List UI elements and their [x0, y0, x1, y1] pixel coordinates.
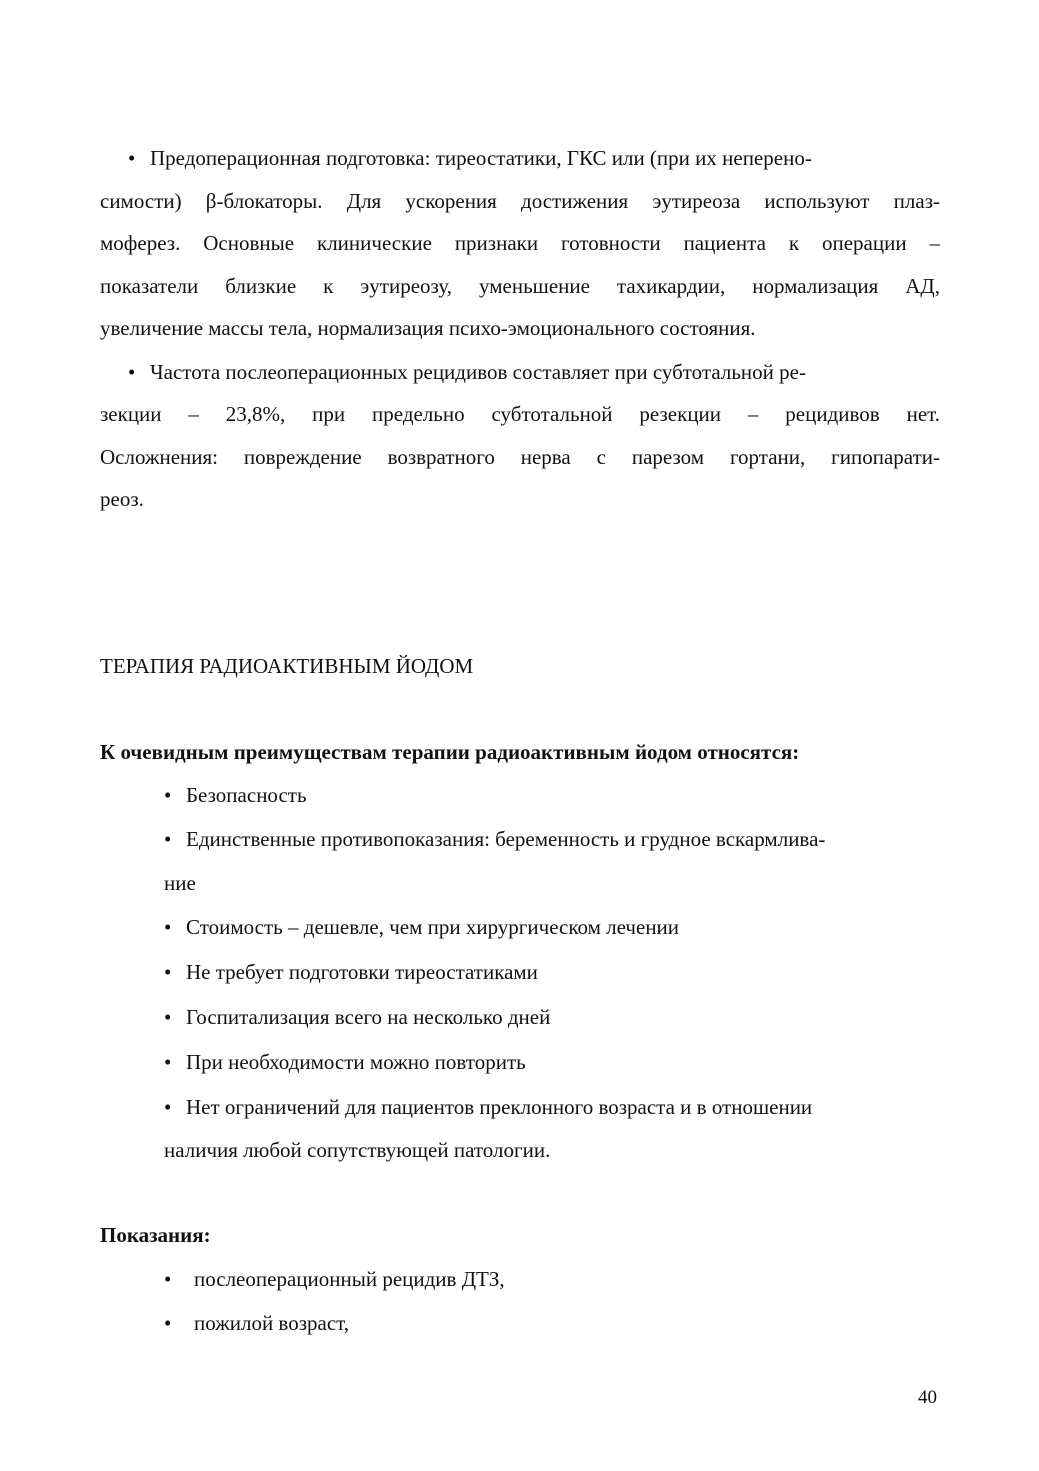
bullet-icon: • [164, 827, 172, 851]
bullet-icon: • [128, 146, 136, 170]
bullet-icon: • [164, 1311, 172, 1335]
bullet-icon: • [164, 783, 172, 807]
bullet-icon: • [164, 1005, 172, 1029]
page-number: 40 [918, 1387, 937, 1408]
list-item-continuation: наличия любой сопутствующей патологии. [164, 1138, 551, 1162]
paragraph-1-line-2: симости) β-блокаторы. Для ускорения достижения эутиреоза используют плаз- [100, 189, 940, 213]
list-item: • Не требует подготовки тиреостатиками [164, 960, 538, 984]
advantages-title: К очевидным преимуществам терапии радиоактивным йодом относятся: [100, 740, 800, 764]
list-item: • послеоперационный рецидив ДТЗ, [164, 1267, 505, 1291]
list-item: • Госпитализация всего на несколько дней [164, 1005, 551, 1029]
list-item: • пожилой возраст, [164, 1311, 349, 1335]
bullet-icon: • [164, 1095, 172, 1119]
bullet-icon: • [164, 1050, 172, 1074]
paragraph-1-line-1: • Предоперационная подготовка: тиреостатики, ГКС или (при их неперено- [128, 146, 812, 170]
paragraph-1-line-4: показатели близкие к эутиреозу, уменьшение тахикардии, нормализация АД, [100, 274, 940, 298]
bullet-icon: • [164, 1267, 172, 1291]
paragraph-1-line-3: моферез. Основные клинические признаки готовности пациента к операции – [100, 231, 940, 255]
list-item: • При необходимости можно повторить [164, 1050, 526, 1074]
paragraph-2-line-1: • Частота послеоперационных рецидивов составляет при субтотальной ре- [128, 360, 806, 384]
list-item: • Нет ограничений для пациентов преклонного возраста и в отношении [164, 1095, 813, 1119]
paragraph-2-line-4: реоз. [100, 487, 144, 511]
bullet-icon: • [128, 360, 136, 384]
paragraph-2-line-2: зекции – 23,8%, при предельно субтотальной резекции – рецидивов нет. [100, 402, 940, 426]
bullet-icon: • [164, 915, 172, 939]
indications-title: Показания: [100, 1223, 211, 1247]
paragraph-2-line-3: Осложнения: повреждение возвратного нерва с парезом гортани, гипопарати- [100, 445, 940, 469]
list-item: • Безопасность [164, 783, 307, 807]
paragraph-1-line-5: увеличение массы тела, нормализация психо-эмоционального состояния. [100, 316, 756, 340]
list-item: • Единственные противопоказания: беременность и грудное вскармлива- [164, 827, 826, 851]
list-item-continuation: ние [164, 871, 196, 895]
section-heading: ТЕРАПИЯ РАДИОАКТИВНЫМ ЙОДОМ [100, 654, 474, 678]
list-item: • Стоимость – дешевле, чем при хирургическом лечении [164, 915, 680, 939]
bullet-icon: • [164, 960, 172, 984]
